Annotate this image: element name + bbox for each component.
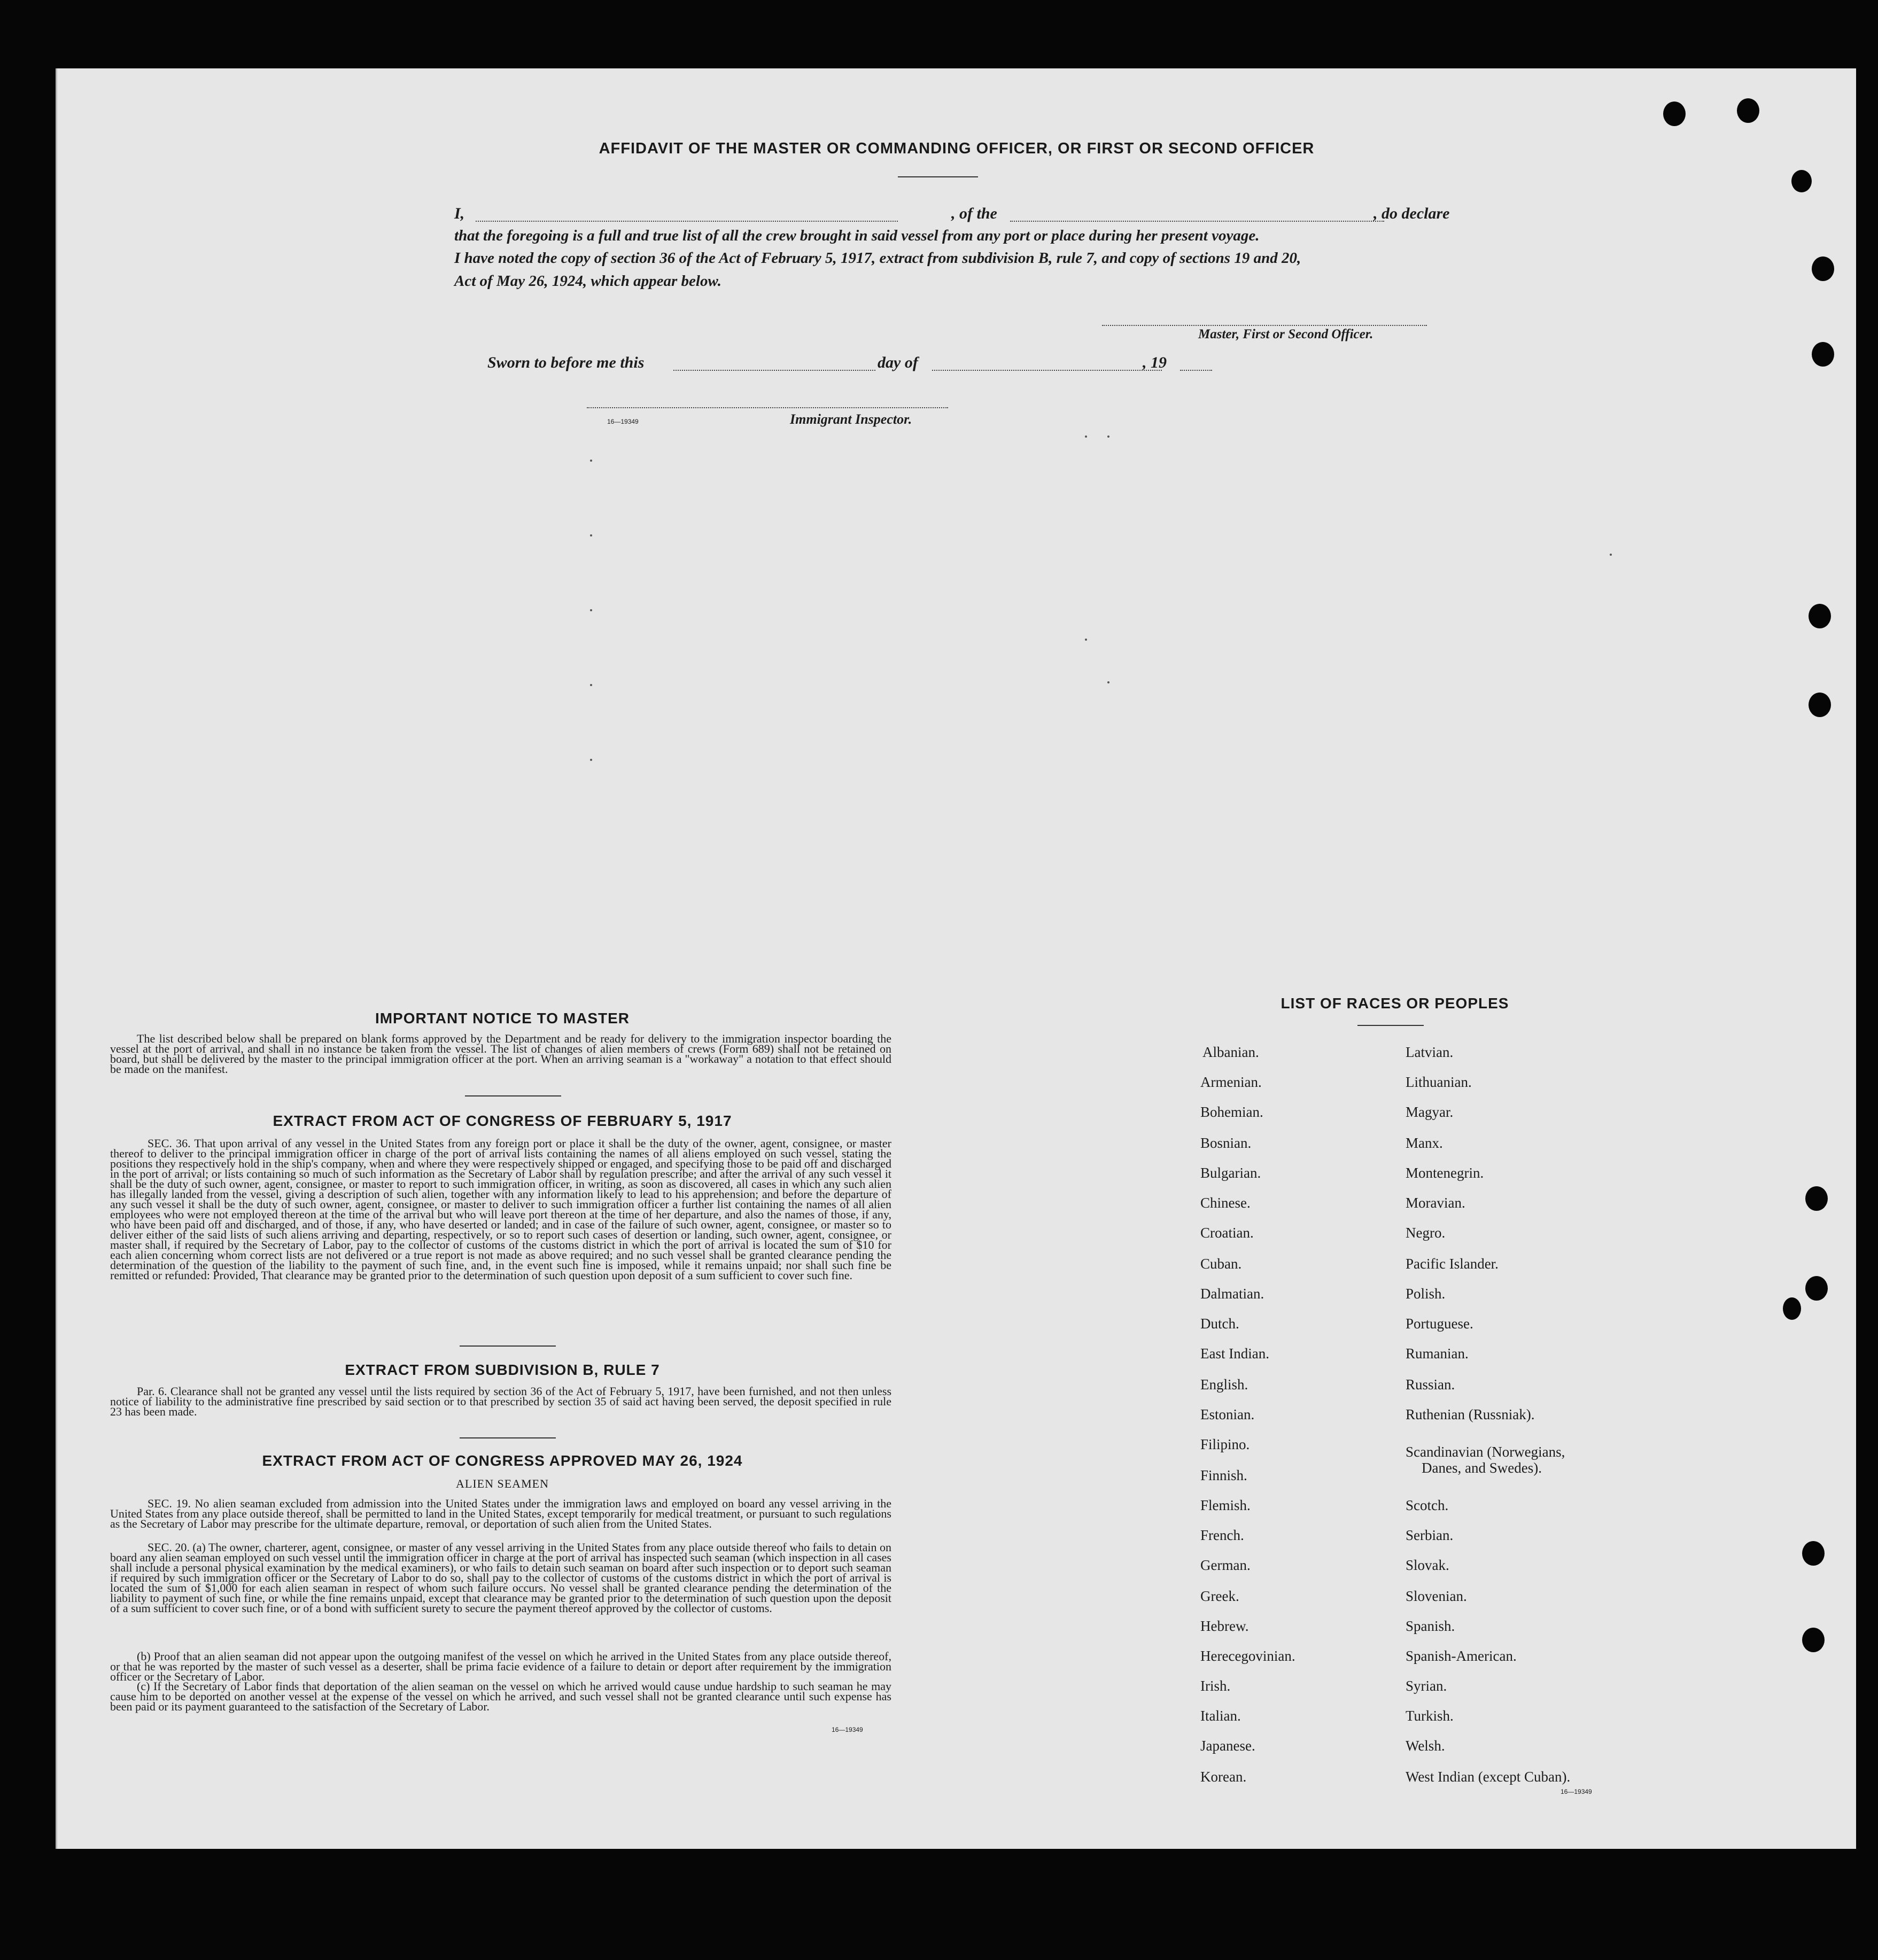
affidavit-line-2: that the foregoing is a full and true list of all the crew brought in said vessel from any port or place during her present voyage. xyxy=(454,227,1260,244)
affidavit-of-the-label: , of the xyxy=(951,205,997,222)
race-item: Scandinavian (Norwegians, xyxy=(1406,1444,1565,1460)
race-item: Pacific Islander. xyxy=(1406,1256,1499,1272)
race-item: Polish. xyxy=(1406,1286,1446,1302)
speck xyxy=(590,609,592,611)
punch-hole xyxy=(1663,102,1686,126)
race-item: Korean. xyxy=(1200,1769,1247,1785)
race-item: Negro. xyxy=(1406,1225,1446,1241)
race-item: Magyar. xyxy=(1406,1104,1454,1120)
speck xyxy=(1085,639,1087,641)
affidavit-i-label: I, xyxy=(454,205,465,222)
race-item: Syrian. xyxy=(1406,1678,1447,1694)
punch-hole xyxy=(1809,693,1831,717)
race-item: Estonian. xyxy=(1200,1406,1255,1422)
notice-body: The list described below shall be prepared on blank forms approved by the Department and be ready for delivery to the immigration inspector boarding the vessel at the port of arrival, and shall in no instance be taken from the vessel. The list of changes of alien members of crews (Form 689) shall not be retained on board, but shall be delivered by the master to the principal immigration officer at the port. When an arriving seaman is a "workaway" a notation to that effect should be made on the manifest. xyxy=(110,1032,891,1076)
race-item: Slovak. xyxy=(1406,1557,1449,1573)
race-item: Italian. xyxy=(1200,1708,1241,1724)
extract-1924-title: EXTRACT FROM ACT OF CONGRESS APPROVED MAY 26, 1924 xyxy=(262,1452,743,1469)
sworn-month-blank[interactable] xyxy=(932,370,1162,371)
race-item: Greek. xyxy=(1200,1588,1239,1604)
extract-rule7-title: EXTRACT FROM SUBDIVISION B, RULE 7 xyxy=(345,1362,660,1378)
extract-1924-sec20a: SEC. 20. (a) The owner, charterer, agent, consignee, or master of any vessel arriving in the United States from any place outside thereof who fails to detain on board any alien seaman employed on such vessel until the immigration officer in charge at the port of arrival has inspected such seaman (which inspection in all cases shall include a personal physical examination by the medical examiners), or who fails to detain such seaman on board after such inspection or to deport such seaman if required by such immigration officer or the Secretary of Labor to do so, shall pay to the collector of customs of the customs district in which the port of arrival is located the sum of $1,000 for each alien seaman in respect of whom such failure occurs. No vessel shall be granted clearance pending the determination of the liability to payment of such fine, or while the fine remains unpaid, except that clearance may be granted prior to the determination of such question upon the deposit of a sum sufficient to cover such fine, or of a bond with sufficient surety to secure the payment thereof approved by the collector of customs. xyxy=(110,1541,891,1615)
races-title: LIST OF RACES OR PEOPLES xyxy=(1281,995,1509,1012)
race-item: Armenian. xyxy=(1200,1074,1262,1090)
race-item: German. xyxy=(1200,1557,1251,1573)
punch-hole xyxy=(1805,1186,1828,1211)
extract-1924-sec19: SEC. 19. No alien seaman excluded from admission into the United States under the immigration laws and employed on board any vessel arriving in the United States from any place outside thereof, shall be permitted to land in the United States, except temporarily for medical treatment, or pursuant to such regulations as the Secretary of Labor may prescribe for the ultimate departure, removal, or deportation of such alien from the United States. xyxy=(110,1497,891,1530)
race-item: Serbian. xyxy=(1406,1527,1454,1543)
inspector-signature-blank[interactable] xyxy=(587,407,948,408)
race-item: Bosnian. xyxy=(1200,1135,1252,1151)
race-item: Finnish. xyxy=(1200,1467,1247,1483)
punch-hole xyxy=(1791,170,1812,192)
race-item: Herecegovinian. xyxy=(1200,1648,1295,1664)
punch-hole xyxy=(1737,98,1759,123)
sworn-year-blank[interactable] xyxy=(1180,370,1212,371)
notice-rule xyxy=(465,1095,561,1096)
speck xyxy=(590,460,592,462)
race-item: Dutch. xyxy=(1200,1316,1239,1332)
punch-hole xyxy=(1812,256,1834,281)
affidavit-title-rule xyxy=(898,176,978,177)
punch-hole xyxy=(1805,1276,1828,1301)
race-item: Hebrew. xyxy=(1200,1618,1249,1634)
speck xyxy=(590,534,592,536)
extract-rule7-rule xyxy=(460,1437,556,1438)
race-item: Slovenian. xyxy=(1406,1588,1467,1604)
inspector-label: Immigrant Inspector. xyxy=(790,411,912,427)
race-item: Montenegrin. xyxy=(1406,1165,1484,1181)
races-form-number: 16—19349 xyxy=(1561,1788,1592,1795)
race-item: East Indian. xyxy=(1200,1345,1269,1362)
name-blank[interactable] xyxy=(476,221,898,222)
punch-hole xyxy=(1783,1297,1801,1320)
race-item: Bohemian. xyxy=(1200,1104,1263,1120)
race-item: Portuguese. xyxy=(1406,1316,1473,1332)
speck xyxy=(1085,435,1087,438)
extract-1924-sec20b: (b) Proof that an alien seaman did not appear upon the outgoing manifest of the vessel on which he arrived in the United States from any place outside thereof, or that he was reported by the master of such vessel as a deserter, shall be prima facie evidence of a failure to detain or deport after requirement by the immigration officer or the Secretary of Labor. xyxy=(110,1650,891,1683)
race-item: Flemish. xyxy=(1200,1497,1251,1513)
extract-1917-rule xyxy=(460,1345,556,1347)
affidavit-line-3: I have noted the copy of section 36 of the Act of February 5, 1917, extract from subdivision B, rule 7, and copy of sections 19 and 20, xyxy=(454,250,1301,267)
speck xyxy=(1610,554,1612,556)
punch-hole xyxy=(1802,1628,1825,1652)
extract-1917-title: EXTRACT FROM ACT OF CONGRESS OF FEBRUARY 5, 1917 xyxy=(273,1113,732,1129)
race-item: Turkish. xyxy=(1406,1708,1454,1724)
extract-form-number: 16—19349 xyxy=(832,1726,863,1733)
sworn-year-label: , 19 xyxy=(1143,354,1167,371)
affidavit-form-number: 16—19349 xyxy=(607,418,639,425)
extract-1917-body: SEC. 36. That upon arrival of any vessel in the United States from any foreign port or place it shall be the duty of the owner, agent, consignee, or master thereof to deliver to the principal immigration officer in charge of the port of arrival lists containing the names of all aliens employed on such vessel, stating the positions they respectively hold in the ship's company, when and where they were respectively shipped or engaged, and specifying those to be paid off and discharged in the port of arrival; or lists containing so much of such information as the Secretary of Labor shall by regulation prescribe; and after the arrival of any such vessel it shall be the duty of such owner, agent, consignee, or master to report to such immigration officer, in writing, as soon as discovered, all cases in which any such alien has illegally landed from the vessel, giving a description of such alien, together with any information likely to lead to his apprehension; and before the departure of any such vessel it shall be the duty of such owner, agent, consignee, or master to deliver to such immigration officer a further list containing the names of all alien employees who were not employed thereon at the time of the arrival but who will leave port thereon at the time of her departure, and also the names of those, if any, who have been paid off and discharged, and of those, if any, who have deserted or landed; and in case of the failure of such owner, agent, consignee, or master so to deliver either of the said lists of such aliens arriving and departing, respectively, or so to report such cases of desertion or landing, such owner, agent, consignee, or master shall, if required by the Secretary of Labor, pay to the collector of customs of the customs district in which the port of arrival is located the sum of $10 for each alien concerning whom correct lists are not delivered or a true report is not made as above required; and no such vessel shall be granted clearance pending the determination of the question of the liability to the payment of such fine, and, in the event such fine is imposed, while it remains unpaid; nor shall such fine be remitted or refunded: Provided, That clearance may be granted prior to the determination of such question upon deposit of a sum sufficient to cover such fine. xyxy=(110,1137,891,1282)
sworn-label: Sworn to before me this xyxy=(487,354,645,371)
race-item: Russian. xyxy=(1406,1376,1455,1393)
sworn-day-blank[interactable] xyxy=(673,370,875,371)
race-item: Albanian. xyxy=(1202,1044,1259,1060)
race-item: Manx. xyxy=(1406,1135,1443,1151)
race-item: Moravian. xyxy=(1406,1195,1465,1211)
notice-title: IMPORTANT NOTICE TO MASTER xyxy=(375,1010,630,1026)
extract-rule7-body: Par. 6. Clearance shall not be granted any vessel until the lists required by section 36 of the Act of February 5, 1917, have been furnished, and not then unless notice of liability to the administrative fine prescribed by said section or to that prescribed by section 35 of said act having been served, the deposit specified in rule 23 has been made. xyxy=(110,1385,891,1418)
master-signature-blank[interactable] xyxy=(1102,325,1427,326)
affidavit-line-4: Act of May 26, 1924, which appear below. xyxy=(454,273,721,290)
extract-1924-subtitle: ALIEN SEAMEN xyxy=(456,1477,549,1490)
race-item: Ruthenian (Russniak). xyxy=(1406,1406,1535,1422)
punch-hole xyxy=(1809,604,1831,628)
speck xyxy=(590,759,592,761)
race-item: Danes, and Swedes). xyxy=(1422,1460,1542,1476)
race-item: Scotch. xyxy=(1406,1497,1449,1513)
race-item: French. xyxy=(1200,1527,1244,1543)
race-item: Cuban. xyxy=(1200,1256,1242,1272)
race-item: Bulgarian. xyxy=(1200,1165,1261,1181)
master-label: Master, First or Second Officer. xyxy=(1198,327,1373,341)
affidavit-title: AFFIDAVIT OF THE MASTER OR COMMANDING OFFICER, OR FIRST OR SECOND OFFICER xyxy=(599,140,1315,157)
race-item: Rumanian. xyxy=(1406,1345,1469,1362)
race-item: West Indian (except Cuban). xyxy=(1406,1769,1571,1785)
race-item: Spanish-American. xyxy=(1406,1648,1517,1664)
race-item: Filipino. xyxy=(1200,1436,1250,1452)
race-item: Dalmatian. xyxy=(1200,1286,1264,1302)
sworn-day-of-label: day of xyxy=(878,354,918,371)
race-item: Welsh. xyxy=(1406,1738,1445,1754)
race-item: Croatian. xyxy=(1200,1225,1254,1241)
race-item: Spanish. xyxy=(1406,1618,1455,1634)
vessel-blank[interactable] xyxy=(1010,221,1384,222)
punch-hole xyxy=(1812,342,1834,367)
affidavit-declare-label: , do declare xyxy=(1373,205,1450,222)
punch-hole xyxy=(1802,1541,1825,1566)
speck xyxy=(1107,435,1109,438)
race-item: English. xyxy=(1200,1376,1248,1393)
speck xyxy=(1107,681,1109,683)
race-item: Lithuanian. xyxy=(1406,1074,1472,1090)
speck xyxy=(590,684,592,686)
races-title-rule xyxy=(1357,1025,1424,1026)
race-item: Latvian. xyxy=(1406,1044,1454,1060)
extract-1924-sec20c: (c) If the Secretary of Labor finds that deportation of the alien seaman on the vessel on which he arrived would cause undue hardship to such seaman he may cause him to be deported on another vessel at the expense of the vessel on which he arrived, and such vessel shall not be granted clearance until such expense has been paid or its payment guaranteed to the satisfaction of the Secretary of Labor. xyxy=(110,1679,891,1713)
race-item: Irish. xyxy=(1200,1678,1231,1694)
race-item: Japanese. xyxy=(1200,1738,1255,1754)
race-item: Chinese. xyxy=(1200,1195,1251,1211)
